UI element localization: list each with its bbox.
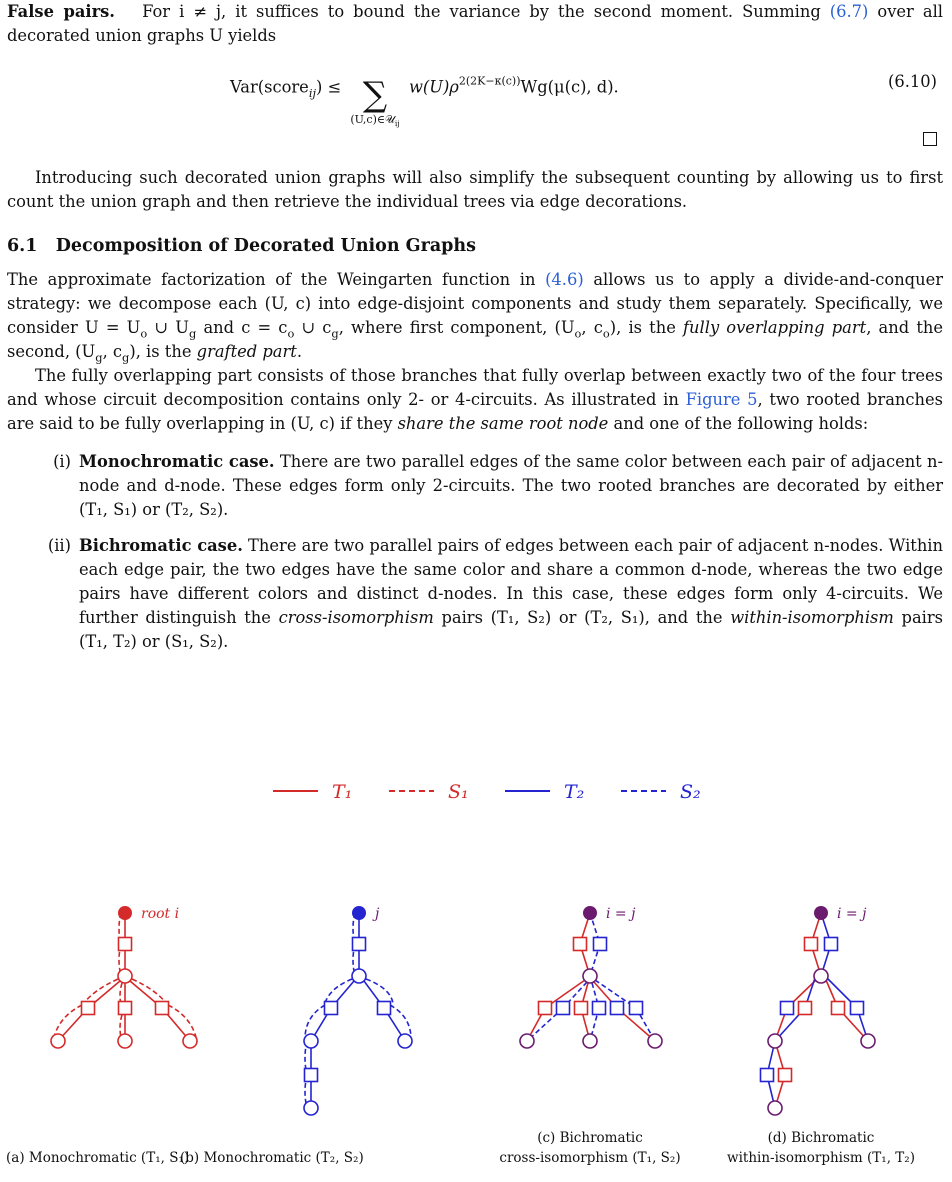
fully-overlapping-term: fully overlapping part xyxy=(683,318,867,337)
tree-edge xyxy=(132,979,166,1003)
paragraph-1: The approximate factorization of the Weingarten function in (4.6) allows us to apply a divide-and-conquer strategy: we decompose each (U, c) into edge-disjoint components and study them separately. Specifically, we consider $U = U_o$ ∪ $U_g$ and $c = c_o$ ∪ $c_g$, where first component, ($U_o$, $c_o$), is the fully overlapping part, and the second, ($U_g$, $c_g$), is the grafted part. xyxy=(7,270,944,365)
caption-d: (d) Bichromatic within-isomorphism (T₁, T₂) xyxy=(727,1130,915,1166)
n-node xyxy=(768,1034,782,1048)
root-label: j xyxy=(375,906,380,922)
d-node xyxy=(779,1069,792,1082)
false-pairs-paragraph xyxy=(7,0,943,48)
d-node xyxy=(594,938,607,951)
d-node xyxy=(805,938,818,951)
false-pairs-heading: False pairs. xyxy=(7,2,115,21)
eq-lhs-sub: ij xyxy=(308,85,316,100)
n-node xyxy=(861,1034,875,1048)
eq-exponent: 2(2K−κ(c)) xyxy=(458,74,521,88)
d-node xyxy=(557,1002,570,1015)
root-label: i = j xyxy=(606,906,636,922)
d-node xyxy=(378,1002,391,1015)
eq-ref-4-6[interactable]: (4.6) xyxy=(545,270,584,289)
caption-c: (c) Bichromatic cross-isomorphism (T₁, S₂) xyxy=(499,1130,681,1166)
false-pairs-text: For i ≠ j, it suffices to bound the variance by the second moment. Summing xyxy=(142,2,830,21)
case-list xyxy=(35,450,943,654)
equation-number: (6.10) xyxy=(888,72,937,91)
n-node xyxy=(304,1034,318,1048)
n-node xyxy=(583,969,597,983)
n-node xyxy=(118,1034,132,1048)
d-node xyxy=(119,1002,132,1015)
root-node xyxy=(118,906,132,920)
d-node xyxy=(761,1069,774,1082)
paper-page xyxy=(7,0,943,666)
eq-ref-6-7[interactable]: (6.7) xyxy=(829,2,869,21)
n-node xyxy=(398,1034,412,1048)
d-node xyxy=(156,1002,169,1015)
caption-a: (a) Monochromatic (T₁, S₁) xyxy=(6,1150,190,1166)
legend-label-t2: T₂ xyxy=(564,782,585,803)
legend xyxy=(273,782,701,803)
tree-edge xyxy=(366,979,393,1003)
list-item: (i) Monochromatic case. There are two parallel edges of the same color between each pair of adjacent n-node and d-node. These edges form only 2-circuits. The two rooted branches are decorated by either (T₁, S₁) or (T₂, S₂). xyxy=(35,450,943,522)
eq-rhs-end: Wg(μ(c), d). xyxy=(520,77,619,97)
tree-edge xyxy=(84,979,118,1003)
n-node xyxy=(352,969,366,983)
eq-rhs: w(U)ρ xyxy=(408,77,459,97)
n-node xyxy=(51,1034,65,1048)
d-node xyxy=(799,1002,812,1015)
d-node xyxy=(781,1002,794,1015)
sum-subscript: (U,c)∈𝒰$_{ij}$ xyxy=(350,113,400,129)
legend-label-s2: S₂ xyxy=(680,782,701,803)
d-node xyxy=(825,938,838,951)
root-node xyxy=(814,906,828,920)
tree-edge xyxy=(54,1005,82,1037)
n-node xyxy=(118,969,132,983)
caption-b: (b) Monochromatic (T₂, S₂) xyxy=(180,1150,364,1166)
tree-edge xyxy=(305,1005,325,1037)
d-node xyxy=(325,1002,338,1015)
false-pairs-text-2: over all decorated union graphs U yields xyxy=(7,2,943,45)
d-node xyxy=(119,938,132,951)
sigma-symbol: ∑ xyxy=(362,75,388,115)
root-node xyxy=(352,906,366,920)
d-node xyxy=(851,1002,864,1015)
n-node xyxy=(768,1101,782,1115)
d-node xyxy=(305,1069,318,1082)
d-node xyxy=(630,1002,643,1015)
d-node xyxy=(574,938,587,951)
root-label: i = j xyxy=(837,906,867,922)
n-node xyxy=(583,1034,597,1048)
summation xyxy=(350,75,400,129)
equation-6-10 xyxy=(7,56,943,128)
legend-label-s1: S₁ xyxy=(448,782,469,803)
d-node xyxy=(353,938,366,951)
d-node xyxy=(82,1002,95,1015)
root-label: root i xyxy=(141,906,180,922)
item-label: (ii) xyxy=(47,536,71,555)
d-node xyxy=(575,1002,588,1015)
d-node xyxy=(832,1002,845,1015)
figure-ref[interactable]: Figure 5 xyxy=(685,390,758,409)
n-node xyxy=(304,1101,318,1115)
n-node xyxy=(648,1034,662,1048)
figure-5 xyxy=(0,782,952,1182)
d-node xyxy=(593,1002,606,1015)
eq-lhs-end: ) ≤ xyxy=(316,77,342,97)
n-node xyxy=(520,1034,534,1048)
section-number: 6.1 xyxy=(7,236,38,256)
d-node xyxy=(611,1002,624,1015)
legend-label-t1: T₁ xyxy=(332,782,353,803)
section-title: Decomposition of Decorated Union Graphs xyxy=(55,236,476,256)
section-heading xyxy=(7,234,943,258)
paragraph-2: The fully overlapping part consists of those branches that fully overlap between exactly two of the four trees and whose circuit decomposition contains only 2- or 4-circuits. As illustrated in Figure 5, two rooted branches are said to be fully overlapping in (U, c) if they share the same root node and one of the following holds: xyxy=(7,366,943,433)
grafted-term: grafted part xyxy=(196,342,297,361)
d-node xyxy=(539,1002,552,1015)
root-node xyxy=(583,906,597,920)
n-node xyxy=(814,969,828,983)
eq-lhs: Var(score xyxy=(230,77,309,97)
item-label: (i) xyxy=(53,452,71,471)
qed-box xyxy=(923,132,937,146)
intro-paragraph: Introducing such decorated union graphs will also simplify the subsequent counting by allowing us to first count the union graph and then retrieve the individual trees via edge decorations. xyxy=(7,168,943,211)
qed-row xyxy=(7,128,943,152)
list-item: (ii) Bichromatic case. There are two parallel pairs of edges between each pair of adjacent n-nodes. Within each edge pair, the two edges have the same color and share a common d-node, whereas the two edge pairs have different colors and distinct d-nodes. In this case, these edges form only 4-circuits. We further distinguish the cross-isomorphism pairs (T₁, S₂) or (T₂, S₁), and the within-isomorphism pairs (T₁, T₂) or (S₁, S₂). xyxy=(35,534,943,654)
equation-body xyxy=(230,64,619,129)
n-node xyxy=(183,1034,197,1048)
